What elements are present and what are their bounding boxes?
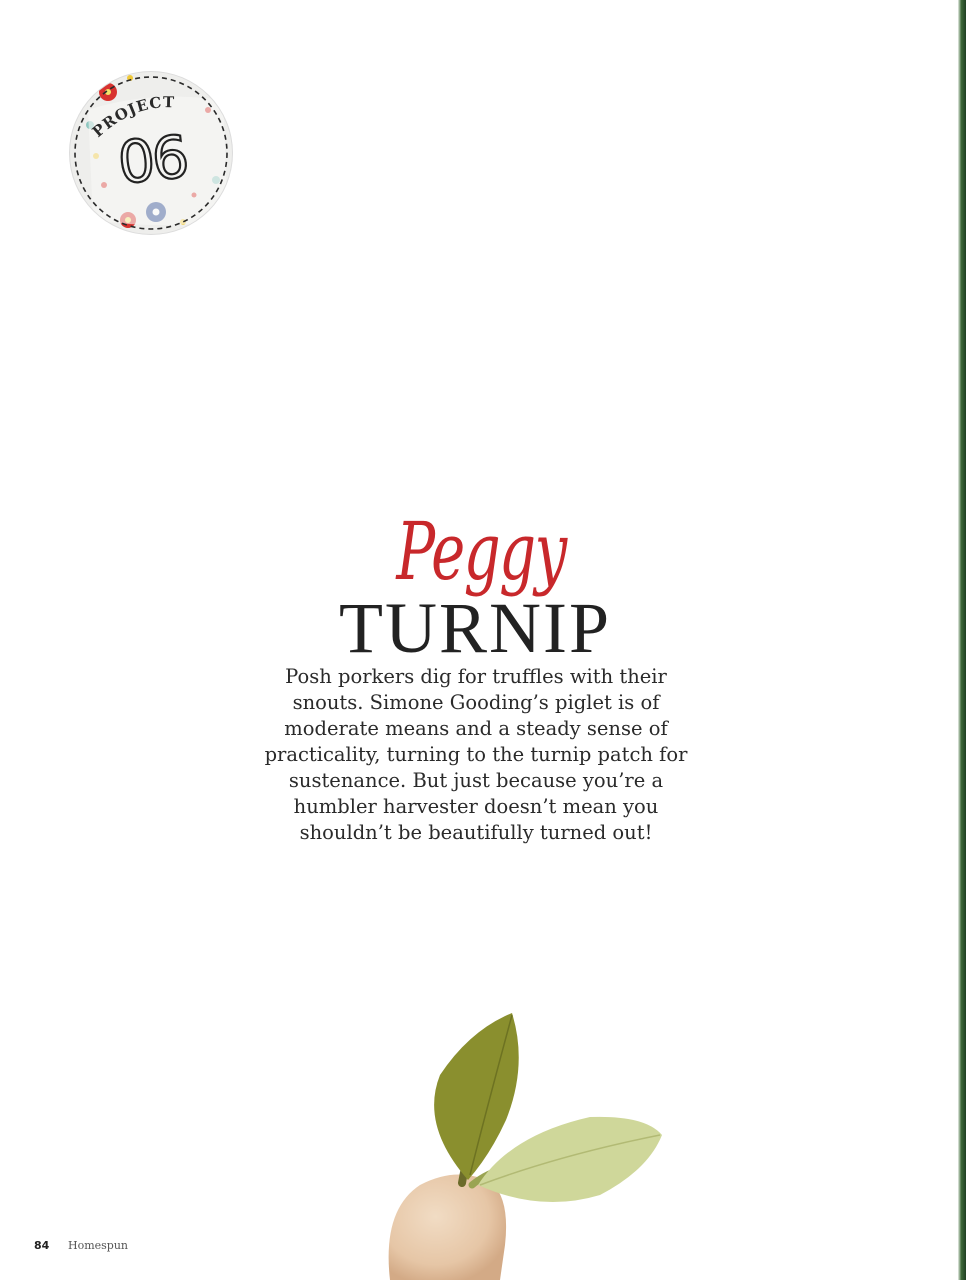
intro-paragraph: Posh porkers dig for truffles with their snouts. Simone Gooding’s piglet is of moderate means and a steady sense of practicality, turning to the turnip patch for sustenance. But just because you’re a humbler harvester doesn’t mean you shouldn’t be beautifully turned out!	[264, 665, 688, 844]
project-badge	[68, 70, 234, 236]
turnip-bulb	[389, 1174, 506, 1280]
page-number: 84	[34, 1239, 50, 1252]
turnip-illustration	[380, 1005, 680, 1280]
badge-number: 06	[114, 122, 190, 198]
magazine-name: Homespun	[68, 1239, 129, 1252]
title-main: TURNIP	[338, 588, 611, 668]
title-script: Peggy	[396, 505, 566, 598]
page-spine-edge	[958, 0, 966, 1280]
badge-label: PROJECT	[88, 93, 176, 141]
leaf-icon	[478, 1117, 662, 1202]
badge-text-layer	[68, 70, 234, 236]
